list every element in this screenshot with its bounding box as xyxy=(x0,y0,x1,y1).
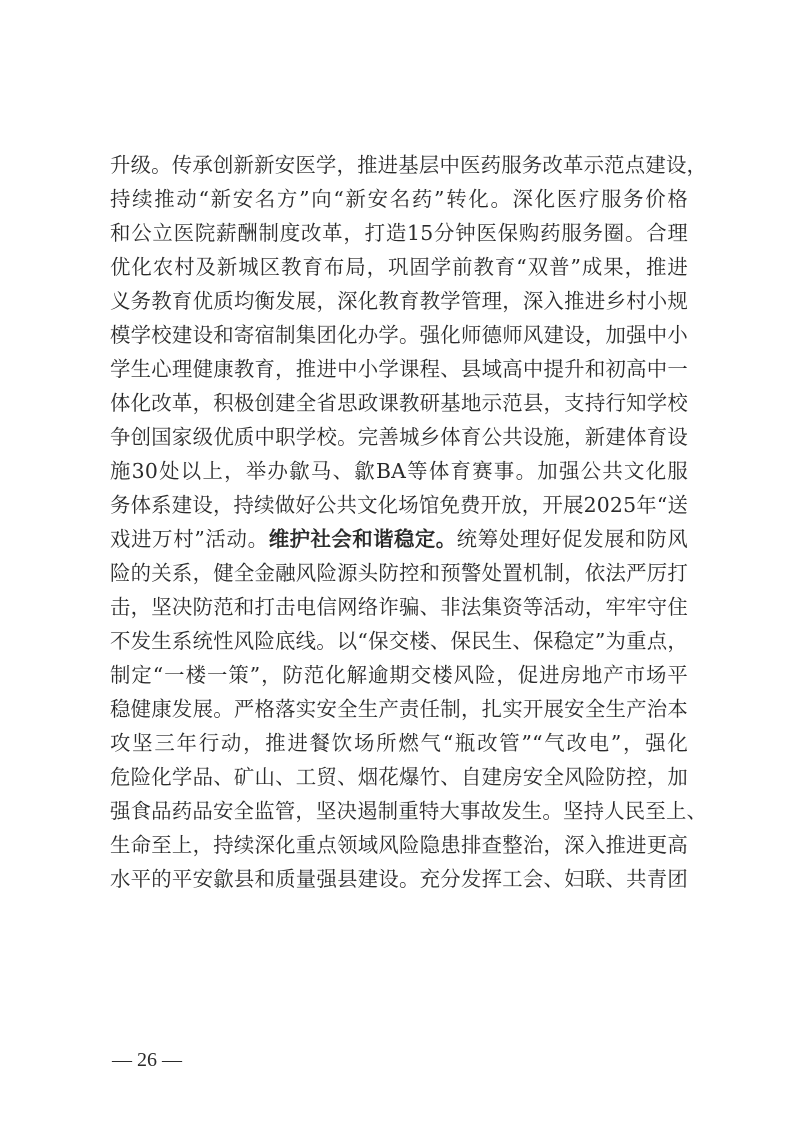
text-line-6: 模学校建设和寄宿制集团化办学。强化师德师风建设，加强中小 xyxy=(110,323,688,347)
text-line-17: 稳健康发展。严格落实安全生产责任制，扎实开展安全生产治本 xyxy=(110,697,688,721)
text-line-2: 持续推动“新安名方”向“新安名药”转化。深化医疗服务价格 xyxy=(110,187,688,211)
text-line-7: 学生心理健康教育，推进中小学课程、县域高中提升和初高中一 xyxy=(110,357,688,381)
text-line-18: 攻坚三年行动，推进餐饮场所燃气“瓶改管”“气改电”，强化 xyxy=(110,731,688,755)
page-number: — 26 — xyxy=(112,1049,182,1071)
text-line-20: 强食品药品安全监管，坚决遏制重特大事故发生。坚持人民至上、 xyxy=(110,799,708,823)
text-line-13: 险的关系，健全金融风险源头防控和预警处置机制，依法严厉打 xyxy=(110,561,688,585)
text-line-8: 体化改革，积极创建全省思政课教研基地示范县，支持行知学校 xyxy=(110,391,688,415)
text-line-4: 优化农村及新城区教育布局，巩固学前教育“双普”成果，推进 xyxy=(110,255,688,279)
text-line-14: 击，坚决防范和打击电信网络诈骗、非法集资等活动，牢牢守住 xyxy=(110,595,688,619)
body-paragraph xyxy=(110,148,708,896)
text-line-5: 义务教育优质均衡发展，深化教育教学管理，深入推进乡村小规 xyxy=(110,289,688,313)
text-line-16: 制定“一楼一策”，防范化解逾期交楼风险，促进房地产市场平 xyxy=(110,663,688,687)
text-line-10: 施30处以上，举办歙马、歙BA等体育赛事。加强公共文化服 xyxy=(110,459,688,483)
text-line-1: 升级。传承创新新安医学，推进基层中医药服务改革示范点建设， xyxy=(110,153,708,177)
text-line-19: 危险化学品、矿山、工贸、烟花爆竹、自建房安全风险防控，加 xyxy=(110,765,688,789)
text-line-11: 务体系建设，持续做好公共文化场馆免费开放，开展2025年“送 xyxy=(110,493,689,517)
text-line-21: 生命至上，持续深化重点领域风险隐患排查整治，深入推进更高 xyxy=(110,833,688,857)
text-line-15: 不发生系统性风险底线。以“保交楼、保民生、保稳定”为重点， xyxy=(110,629,688,653)
section-heading-inline: 维护社会和谐稳定。 xyxy=(268,527,457,551)
text-line-3: 和公立医院薪酬制度改革，打造15分钟医保购药服务圈。合理 xyxy=(110,221,688,245)
text-segment-before: 戏进万村”活动。 xyxy=(110,527,269,551)
text-line-22: 水平的平安歙县和质量强县建设。充分发挥工会、妇联、共青团 xyxy=(110,867,688,891)
text-line-9: 争创国家级优质中职学校。完善城乡体育公共设施，新建体育设 xyxy=(110,425,688,449)
text-segment-after: 统筹处理好促发展和防风 xyxy=(456,527,689,551)
text-line-12 xyxy=(110,522,688,556)
